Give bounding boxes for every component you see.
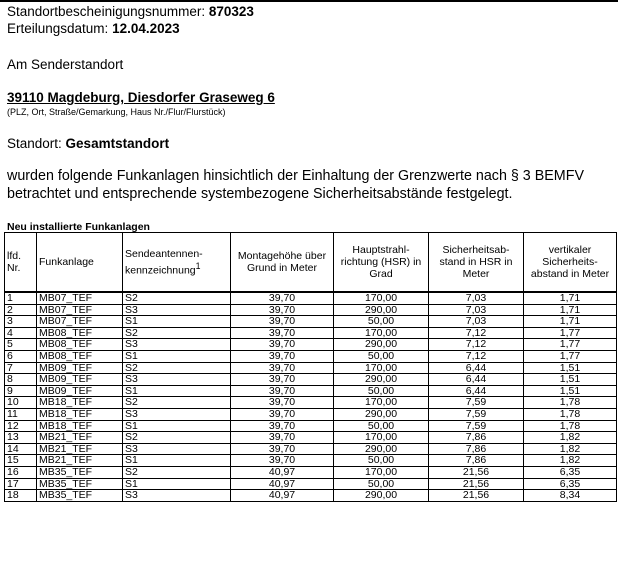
cell-anlage: MB09_TEF xyxy=(37,362,123,374)
cell-hoehe: 39,70 xyxy=(231,362,334,374)
cell-nr: 5 xyxy=(5,339,37,351)
cell-kennz: S3 xyxy=(123,490,231,502)
table-row xyxy=(5,420,617,432)
cell-abstand: 6,44 xyxy=(429,385,524,397)
cell-hsr: 290,00 xyxy=(334,443,429,455)
cell-hoehe: 39,70 xyxy=(231,443,334,455)
cell-hsr: 170,00 xyxy=(334,292,429,304)
table-row xyxy=(5,490,617,502)
cell-vertikal: 1,71 xyxy=(524,316,617,328)
cell-kennz: S1 xyxy=(123,385,231,397)
cell-hsr: 290,00 xyxy=(334,408,429,420)
cell-hoehe: 39,70 xyxy=(231,374,334,386)
cell-abstand: 7,59 xyxy=(429,397,524,409)
cell-anlage: MB35_TEF xyxy=(37,466,123,478)
cell-anlage: MB21_TEF xyxy=(37,432,123,444)
cell-hsr: 50,00 xyxy=(334,350,429,362)
cell-hsr: 170,00 xyxy=(334,432,429,444)
standort-label: Standort: xyxy=(7,136,66,151)
table-row xyxy=(5,397,617,409)
cell-anlage: MB07_TEF xyxy=(37,316,123,328)
cell-anlage: MB08_TEF xyxy=(37,339,123,351)
cell-hoehe: 40,97 xyxy=(231,490,334,502)
certificate-number-value: 870323 xyxy=(208,4,254,19)
cell-anlage: MB21_TEF xyxy=(37,443,123,455)
cell-abstand: 7,03 xyxy=(429,316,524,328)
cell-vertikal: 1,71 xyxy=(524,304,617,316)
location-intro: Am Senderstandort xyxy=(7,57,124,72)
cell-hoehe: 39,70 xyxy=(231,420,334,432)
cell-abstand: 7,12 xyxy=(429,339,524,351)
cell-hsr: 170,00 xyxy=(334,327,429,339)
cell-kennz: S3 xyxy=(123,374,231,386)
cell-nr: 13 xyxy=(5,432,37,444)
cell-vertikal: 1,78 xyxy=(524,397,617,409)
cell-vertikal: 1,77 xyxy=(524,339,617,351)
cell-nr: 1 xyxy=(5,292,37,304)
cell-abstand: 6,44 xyxy=(429,362,524,374)
cell-kennz: S2 xyxy=(123,327,231,339)
cell-hsr: 50,00 xyxy=(334,316,429,328)
header-hauptstrahlrichtung: Hauptstrahl-richtung (HSR) in Grad xyxy=(334,233,429,293)
cell-anlage: MB18_TEF xyxy=(37,397,123,409)
cell-vertikal: 1,78 xyxy=(524,408,617,420)
address-hint: (PLZ, Ort, Straße/Gemarkung, Haus Nr./Flur/Flurstück) xyxy=(7,107,226,117)
cell-hsr: 170,00 xyxy=(334,397,429,409)
cell-abstand: 7,12 xyxy=(429,327,524,339)
cell-nr: 15 xyxy=(5,455,37,467)
issue-date-value: 12.04.2023 xyxy=(112,21,180,36)
cell-abstand: 7,12 xyxy=(429,350,524,362)
intro-paragraph: wurden folgende Funkanlagen hinsichtlich der Einhaltung der Grenzwerte nach § 3 BEMFV betrachtet und entsprechende systembezogene Sicherheitsabstände festgelegt. xyxy=(7,168,584,202)
table-row xyxy=(5,455,617,467)
cell-anlage: MB08_TEF xyxy=(37,327,123,339)
cell-anlage: MB09_TEF xyxy=(37,385,123,397)
table-row xyxy=(5,292,617,304)
cell-hsr: 290,00 xyxy=(334,304,429,316)
cell-anlage: MB08_TEF xyxy=(37,350,123,362)
cell-hsr: 290,00 xyxy=(334,374,429,386)
cell-hoehe: 39,70 xyxy=(231,432,334,444)
cell-kennz: S2 xyxy=(123,292,231,304)
cell-kennz: S1 xyxy=(123,350,231,362)
cell-abstand: 7,86 xyxy=(429,455,524,467)
header-kennzeichnung-text: Sendeantennen-kennzeichnung xyxy=(125,247,203,277)
table-row xyxy=(5,339,617,351)
funkanlagen-table xyxy=(4,232,617,502)
cell-vertikal: 6,35 xyxy=(524,478,617,490)
cell-vertikal: 1,82 xyxy=(524,432,617,444)
table-header-row xyxy=(5,233,617,293)
cell-anlage: MB21_TEF xyxy=(37,455,123,467)
cell-vertikal: 1,77 xyxy=(524,327,617,339)
cell-nr: 7 xyxy=(5,362,37,374)
cell-kennz: S1 xyxy=(123,420,231,432)
table-row xyxy=(5,385,617,397)
cell-kennz: S2 xyxy=(123,466,231,478)
cell-kennz: S1 xyxy=(123,316,231,328)
cell-kennz: S3 xyxy=(123,408,231,420)
cell-abstand: 21,56 xyxy=(429,490,524,502)
cell-nr: 14 xyxy=(5,443,37,455)
cell-hoehe: 39,70 xyxy=(231,304,334,316)
cell-nr: 10 xyxy=(5,397,37,409)
cell-abstand: 7,59 xyxy=(429,420,524,432)
cell-anlage: MB35_TEF xyxy=(37,478,123,490)
table-row xyxy=(5,350,617,362)
cell-hsr: 50,00 xyxy=(334,455,429,467)
cell-hoehe: 39,70 xyxy=(231,292,334,304)
cell-anlage: MB18_TEF xyxy=(37,420,123,432)
header-nr: lfd. Nr. xyxy=(5,233,37,293)
cell-vertikal: 1,78 xyxy=(524,420,617,432)
cell-hsr: 170,00 xyxy=(334,362,429,374)
cell-vertikal: 6,35 xyxy=(524,466,617,478)
cell-anlage: MB07_TEF xyxy=(37,292,123,304)
cell-kennz: S3 xyxy=(123,443,231,455)
cell-hsr: 290,00 xyxy=(334,490,429,502)
table-body xyxy=(5,292,617,501)
cell-nr: 17 xyxy=(5,478,37,490)
table-row xyxy=(5,362,617,374)
cell-abstand: 7,59 xyxy=(429,408,524,420)
cell-kennz: S2 xyxy=(123,432,231,444)
table-row xyxy=(5,374,617,386)
footnote-mark: 1 xyxy=(195,260,201,271)
header-kennzeichnung xyxy=(123,233,231,293)
cell-nr: 8 xyxy=(5,374,37,386)
cell-hoehe: 39,70 xyxy=(231,350,334,362)
cell-abstand: 7,86 xyxy=(429,443,524,455)
cell-nr: 12 xyxy=(5,420,37,432)
cell-vertikal: 1,82 xyxy=(524,455,617,467)
cell-anlage: MB35_TEF xyxy=(37,490,123,502)
cell-vertikal: 1,71 xyxy=(524,292,617,304)
issue-date-label: Erteilungsdatum: xyxy=(7,21,113,36)
cell-nr: 9 xyxy=(5,385,37,397)
table-row xyxy=(5,478,617,490)
cell-vertikal: 1,51 xyxy=(524,362,617,374)
cell-hsr: 50,00 xyxy=(334,478,429,490)
location-address: 39110 Magdeburg, Diesdorfer Graseweg 6 xyxy=(7,90,275,105)
top-rule xyxy=(0,0,618,2)
cell-abstand: 7,03 xyxy=(429,304,524,316)
table-row xyxy=(5,466,617,478)
header-sicherheitsabstand: Sicherheitsab-stand in HSR in Meter xyxy=(429,233,524,293)
table-row xyxy=(5,408,617,420)
cell-hsr: 170,00 xyxy=(334,466,429,478)
cell-nr: 11 xyxy=(5,408,37,420)
section-title: Neu installierte Funkanlagen xyxy=(7,221,150,233)
cell-abstand: 7,03 xyxy=(429,292,524,304)
standort-line xyxy=(7,136,169,151)
issue-date-line xyxy=(7,21,180,36)
cell-kennz: S3 xyxy=(123,339,231,351)
cell-kennz: S3 xyxy=(123,304,231,316)
certificate-number-line xyxy=(7,4,254,19)
cell-vertikal: 8,34 xyxy=(524,490,617,502)
cell-vertikal: 1,51 xyxy=(524,374,617,386)
cell-hsr: 290,00 xyxy=(334,339,429,351)
cell-hoehe: 39,70 xyxy=(231,397,334,409)
cell-anlage: MB07_TEF xyxy=(37,304,123,316)
cell-kennz: S2 xyxy=(123,397,231,409)
cell-vertikal: 1,82 xyxy=(524,443,617,455)
cell-hoehe: 39,70 xyxy=(231,408,334,420)
cell-abstand: 6,44 xyxy=(429,374,524,386)
cell-hoehe: 39,70 xyxy=(231,316,334,328)
cell-hoehe: 40,97 xyxy=(231,478,334,490)
table-row xyxy=(5,316,617,328)
cell-abstand: 7,86 xyxy=(429,432,524,444)
cell-nr: 2 xyxy=(5,304,37,316)
cell-kennz: S1 xyxy=(123,455,231,467)
cell-nr: 18 xyxy=(5,490,37,502)
cell-kennz: S2 xyxy=(123,362,231,374)
cell-nr: 16 xyxy=(5,466,37,478)
cell-abstand: 21,56 xyxy=(429,478,524,490)
cell-anlage: MB18_TEF xyxy=(37,408,123,420)
header-funkanlage: Funkanlage xyxy=(37,233,123,293)
cell-nr: 4 xyxy=(5,327,37,339)
standort-value: Gesamtstandort xyxy=(65,136,170,151)
table-row xyxy=(5,304,617,316)
header-montagehoehe: Montagehöhe über Grund in Meter xyxy=(231,233,334,293)
cell-hoehe: 39,70 xyxy=(231,385,334,397)
table-row xyxy=(5,443,617,455)
cell-hoehe: 39,70 xyxy=(231,339,334,351)
cell-hoehe: 40,97 xyxy=(231,466,334,478)
cell-nr: 6 xyxy=(5,350,37,362)
cell-nr: 3 xyxy=(5,316,37,328)
cell-kennz: S1 xyxy=(123,478,231,490)
cell-hoehe: 39,70 xyxy=(231,455,334,467)
cell-vertikal: 1,77 xyxy=(524,350,617,362)
certificate-number-label: Standortbescheinigungsnummer: xyxy=(7,4,209,19)
cell-hsr: 50,00 xyxy=(334,385,429,397)
cell-hoehe: 39,70 xyxy=(231,327,334,339)
cell-vertikal: 1,51 xyxy=(524,385,617,397)
cell-hsr: 50,00 xyxy=(334,420,429,432)
header-vertikal: vertikaler Sicherheits-abstand in Meter xyxy=(524,233,617,293)
table-row xyxy=(5,432,617,444)
table-row xyxy=(5,327,617,339)
cell-abstand: 21,56 xyxy=(429,466,524,478)
cell-anlage: MB09_TEF xyxy=(37,374,123,386)
